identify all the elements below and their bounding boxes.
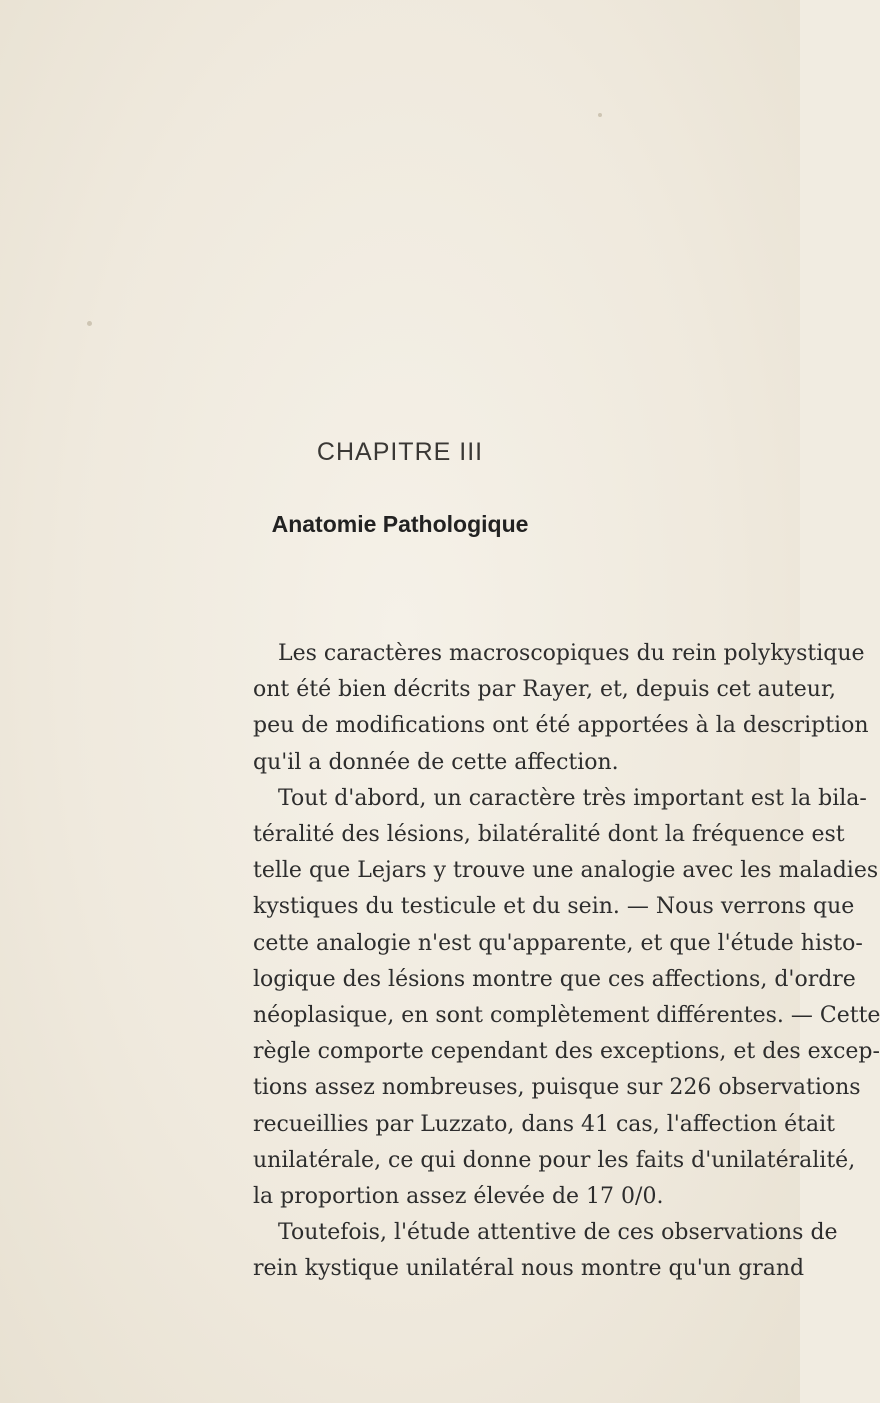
body-text	[253, 636, 880, 1288]
paper-spot	[598, 113, 602, 117]
text-line: unilatérale, ce qui donne pour les faits d'unilatéralité,	[253, 1147, 856, 1173]
text-line: néoplasique, en sont complètement différentes. — Cette	[253, 1003, 880, 1029]
text-line: la proportion assez élevée de 17 0/0.	[253, 1184, 664, 1210]
text-line: recueillies par Luzzato, dans 41 cas, l'affection était	[253, 1111, 836, 1137]
text-line: téralité des lésions, bilatéralité dont la fréquence est	[253, 822, 845, 848]
paper-spot	[87, 321, 92, 326]
chapter-heading: CHAPITRE III	[316, 438, 484, 466]
text-line: peu de modifications ont été apportées à la description	[253, 713, 869, 739]
text-line: règle comporte cependant des exceptions, et des excep-	[253, 1039, 880, 1065]
text-line: tions assez nombreuses, puisque sur 226 observations	[253, 1075, 861, 1101]
text-line: qu'il a donnée de cette affection.	[253, 749, 619, 775]
text-line: cette analogie n'est qu'apparente, et que l'étude histo-	[253, 930, 863, 956]
text-line: Tout d'abord, un caractère très important est la bila-	[278, 785, 867, 811]
text-line: Les caractères macroscopiques du rein polykystique	[278, 641, 865, 666]
text-line: ont été bien décrits par Rayer, et, depuis cet auteur,	[253, 677, 837, 703]
text-line: rein kystique unilatéral nous montre qu'un grand	[253, 1256, 805, 1282]
chapter-title: Anatomie Pathologique	[271, 511, 529, 537]
text-line: telle que Lejars y trouve une analogie avec les maladies	[253, 858, 879, 884]
text-line: Toutefois, l'étude attentive de ces observations de	[278, 1220, 838, 1246]
text-line: kystiques du testicule et du sein. — Nous verrons que	[253, 894, 855, 920]
text-line: logique des lésions montre que ces affections, d'ordre	[253, 966, 856, 992]
